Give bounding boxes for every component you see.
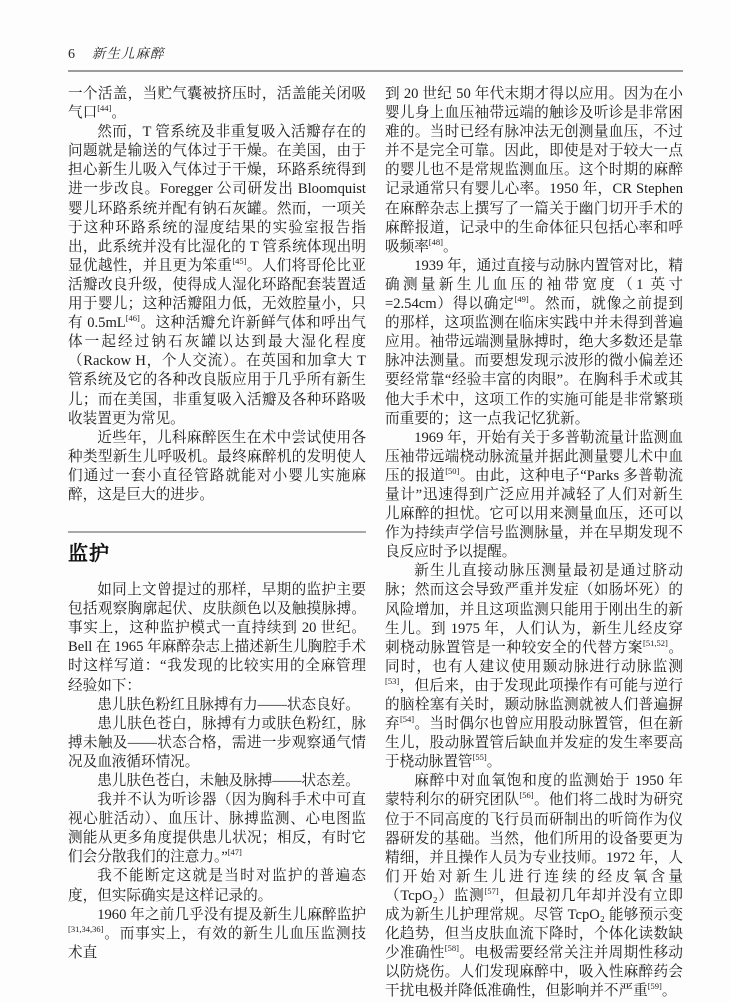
page-number: 6 [68,47,76,62]
right-column [385,85,683,1002]
section-heading [68,531,366,566]
paragraph: 到 20 世纪 50 年代末期才得以应用。因为在小婴儿身上血压袖带远端的触诊及听诊是非常困难的。当时已经有脉冲法无创测量血压，不过并不是完全可靠。因此，即使是对于较大一点的婴儿也不是常规监测血压。这个时期的麻醉记录通常只有婴儿心率。1950 年，CR Stephen 在麻醉杂志上撰写了一篇关于幽门切开手术的麻醉报道，记录中的生命体征只包括心率和呼吸频率[48]。 [385,86,683,255]
paragraph: 近些年，儿科麻醉医生在术中尝试使用各种类型新生儿呼吸机。最终麻醉机的发明使人们通过一套小直径管路就能对小婴儿实施麻醉，这是巨大的进步。 [68,429,366,503]
running-head [68,42,683,72]
paragraph: 然而，T 管系统及非重复吸入活瓣存在的问题就是输送的气体过于干燥。在美国，由于担心新生儿吸入气体过于干燥，环路系统得到进一步改良。Foregger 公司研发出 Bloomquist 婴儿环路系统并配有钠石灰罐。然而，一项关于这种环路系统的湿度结果的实验室报告指出，此系统并没有比湿化的 T 管系统体现出明显优越性，并且更为笨重[45]。人们将哥伦比亚活瓣改良升级，使得成人湿化环路配套装置适用于婴儿；这种活瓣阻力低，无效腔量小，只有 0.5mL[46]。这种活瓣允许新鲜气体和呼出气体一起经过钠石灰罐以达到最大湿化程度（Rackow H，个人交流）。在英国和加拿大 T 管系统及它的各种改良版应用于几乎所有新生儿；而在美国，非重复吸入活瓣及各种环路吸收装置更为常见。 [68,124,366,427]
paragraph: 1960 年之前几乎没有提及新生儿麻醉监护[31,34,36]。而事实上，有效的新生儿血压监测技术直 [68,906,366,961]
paragraph: 我并不认为听诊器（因为胸科手术中可直视心脏活动）、血压计、脉搏监测、心电图监测能从更多角度提供患儿状况；相反，有时它们会分散我们的注意力。”[47] [68,792,366,866]
paragraph: 如同上文曾提过的那样，早期的监护主要包括观察胸廓起伏、皮肤颜色以及触摸脉搏。事实上，这种监护模式一直持续到 20 世纪。Bell 在 1965 年麻醉杂志上描述新生儿胸腔手术时这样写道：“我发现的比较实用的全麻管理经验如下： [68,582,366,694]
paragraph: 1939 年，通过直接与动脉内置管对比，精确测量新生儿血压的袖带宽度（1 英寸 =2.54cm）得以确定[49]。然而，就像之前提到的那样，这项监测在临床实践中并未得到普遍应用。袖带远端测量脉搏时，绝大多数还是靠脉冲法测量。而要想发现示波形的微小偏差还要经常靠“经验丰富的肉眼”。在胸科手术或其他大手术中，这项工作的实施可能是非常繁琐而重要的；这一点我记忆犹新。 [385,257,683,427]
left-column [68,85,366,1002]
paragraph: 患儿肤色苍白，未触及脉搏——状态差。 [97,773,360,789]
book-title: 新生儿麻醉 [92,46,165,61]
paragraph: 患儿肤色粉红且脉搏有力——状态良好。 [97,696,360,713]
paragraph: 新生儿直接动脉压测量最初是通过脐动脉；然而这会导致严重并发症（如肠坏死）的风险增加，并且这项监测只能用于刚出生的新生儿。到 1975 年，人们认为，新生儿经皮穿刺桡动脉置管是一种较安全的代替方案[51,52]。同时，也有人建议使用颞动脉进行动脉监测[53]，但后来，由于发现此项操作有可能与逆行的脑栓塞有关时，颞动脉监测就被人们普遍摒弃[54]。当时偶尔也曾应用股动脉置管，但在新生儿，股动脉置管后缺血并发症的发生率要高于桡动脉置管[55]。 [385,563,683,771]
paragraph: 麻醉中对血氧饱和度的监测始于 1950 年蒙特利尔的研究团队[56]。他们将二战时为研究位于不同高度的飞行员而研制出的听筒作为仪器研发的基础。当然，他们所用的设备要更为精细，并且操作人员为专业技师。1972 年，人们开始对新生儿进行连续的经皮氧含量（TcpO₂）监测[57]，但最初几年却并没有立即成为新生儿护理常规。尽管 TcpO₂ 能够预示变化趋势，但当皮肤血流下降时，个体化读数缺少准确性[58]。电极需要经常关注并周期性移动以防烧伤。人们发现麻醉中，吸入性麻醉药会干扰电极并降低准确性，但影响并不严重[59]。 [385,773,683,1000]
section-title: 监护 [68,543,110,566]
paragraph: 1969 年，开始有关于多普勒流量计监测血压袖带远端桡动脉流量并据此测量婴儿术中血压的报道[50]。由此，这种电子“Parks 多普勒流量计”迅速得到广泛应用并减轻了人们对新生儿麻醉的担忧。它可以用来测量血压，还可以作为持续声学信号监测脉量，并在早期发现不良反应时予以提醒。 [385,429,683,561]
paragraph: 我不能断定这就是当时对监护的普遍态度，但实际确实是这样记录的。 [68,868,366,904]
paragraph: 一个活盖，当贮气囊被挤压时，活盖能关闭吸气口[44]。 [68,86,366,122]
paragraph: 患儿肤色苍白，脉搏有力或肤色粉红，脉搏未触及——状态合格，需进一步观察通气情况及血液循环情况。 [68,715,366,770]
text-columns [68,85,683,1002]
